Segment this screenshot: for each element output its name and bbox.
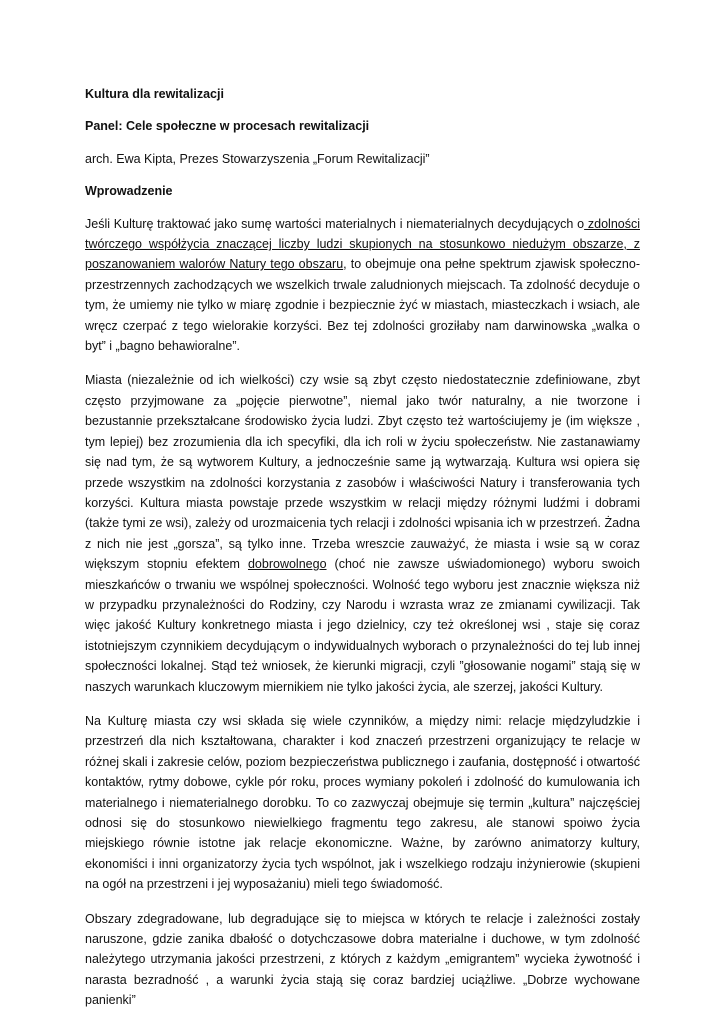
author-line: arch. Ewa Kipta, Prezes Stowarzyszenia „Forum Rewitalizacji”	[85, 151, 430, 166]
paragraph-4: Obszary zdegradowane, lub degradujące się to miejsca w których te relacje i zależności zostały naruszone, gdzie zanika dbałość o dotychczasowe dobra materialne i duchowe, w tym zdolność należytego utrzymania jakości przestrzeni, z których z każdym „emigrantem” wycieka żywotność i narasta bezradność , a warunki życia stają się coraz bardziej uciążliwe. „Dobrze wychowane panienki”	[85, 911, 640, 1008]
paragraph-1-underlined: zdolności twórczego współżycia znaczącej liczby ludzi skupionych na stosunkowo niedużym obszarze, z poszanowaniem walorów Natury tego obszaru	[85, 216, 640, 272]
paragraph-1	[85, 214, 640, 357]
paragraph-2-text-b: (choć nie zawsze uświadomionego) wyboru swoich mieszkańców o trwaniu we wspólnej społeczności. Wolność tego wyboru jest znacznie większa niż w przypadku przynależności do Rodziny, czy Narodu i wzrasta wraz ze zmianami cywilizacji. Tak więc jakość Kultury konkretnego miasta i jego dzielnicy, czy też określonej wsi , staje się coraz istotniejszym czynnikiem decydującym o indywidualnych wyborach o przynależności do tej lub innej społeczności lokalnej. Stąd też wniosek, że kierunki migracji, czyli ”głosowanie nogami” stają się w naszych warunkach kluczowym miernikiem nie tylko jakości życia, ale szerzej, jakości Kultury.	[85, 557, 641, 694]
paragraph-2-text-a: Miasta (niezależnie od ich wielkości) czy wsie są zbyt często niedostatecznie zdefiniowane, zbyt często przyjmowane za „pojęcie pierwotne”, niemal jako twór naturalny, a nie tworzone i bezustannie przekształcane środowisko życia ludzi. Zbyt często też wartościujemy je (im większe , tym lepiej) bez zrozumienia dla ich specyfiki, dla ich roli w życiu społeczeństw. Nie zastanawiamy się nad tym, że są wytworem Kultury, a jednocześnie same ją wytwarzają. Kultura wsi opiera się przede wszystkim na zdolności korzystania z zasobów i właściwości Natury i transferowania tych korzyści. Kultura miasta powstaje przede wszystkim w relacji między różnymi ludźmi i dobrami (także tymi ze wsi), zależy od urozmaicenia tych relacji i zdolności wpisania ich w przestrzeń. Żadna z nich nie jest „gorsza”, są tylko inne. Trzeba wreszcie zauważyć, że miasta i wsie są w coraz większym stopniu efektem	[85, 373, 640, 572]
panel-title: Panel: Cele społeczne w procesach rewitalizacji	[85, 119, 370, 134]
paragraph-3: Na Kulturę miasta czy wsi składa się wiele czynników, a między nimi: relacje międzyludzkie i przestrzeń dla nich kształtowana, charakter i kod znaczeń przestrzeni organizujący te relacje w różnej skali i zakresie celów, poziom bezpieczeństwa publicznego i zaufania, dostępność i otwartość kontaktów, rytmy dobowe, cykle pór roku, proces wymiany pokoleń i zdolność do kumulowania ich materialnego i niematerialnego dorobku. To co zazwyczaj obejmuje się termin „kultura” najczęściej odnosi się do stosunkowo niewielkiego fragmentu tego zakresu, ale stanowi spoiwo życia miejskiego równie istotne jak relacje ekonomiczne. Ważne, by zarówno animatorzy kultury, ekonomiści i inni organizatorzy życia tych wspólnot, jak i wszelkiego rodzaju inżynierowie (skupieni na ogół na przestrzeni i jej wyposażaniu) mieli tego świadomość.	[85, 713, 640, 892]
document-title: Kultura dla rewitalizacji	[85, 87, 224, 101]
section-heading: Wprowadzenie	[85, 184, 173, 199]
paragraph-2-underlined: dobrowolnego	[247, 557, 327, 572]
paragraph-2	[85, 370, 640, 697]
paragraph-1-text-a: Jeśli Kulturę traktować jako sumę wartości materialnych i niematerialnych decydujących o	[85, 216, 585, 231]
paragraph-1-text-b: , to obejmuje ona pełne spektrum zjawisk społeczno-przestrzennych zachodzących we wszelkich trwale zaludnionych miejscach. Ta zdolność decyduje o tym, że umiemy nie tylko w miarę zgodnie i bezpiecznie żyć w miastach, miasteczkach i wsiach, ale wręcz czerpać z tego wielorakie korzyści. Bez tej zdolności groziłaby nam darwinowska „walka o byt” i „bagno behawioralne”.	[85, 257, 640, 354]
